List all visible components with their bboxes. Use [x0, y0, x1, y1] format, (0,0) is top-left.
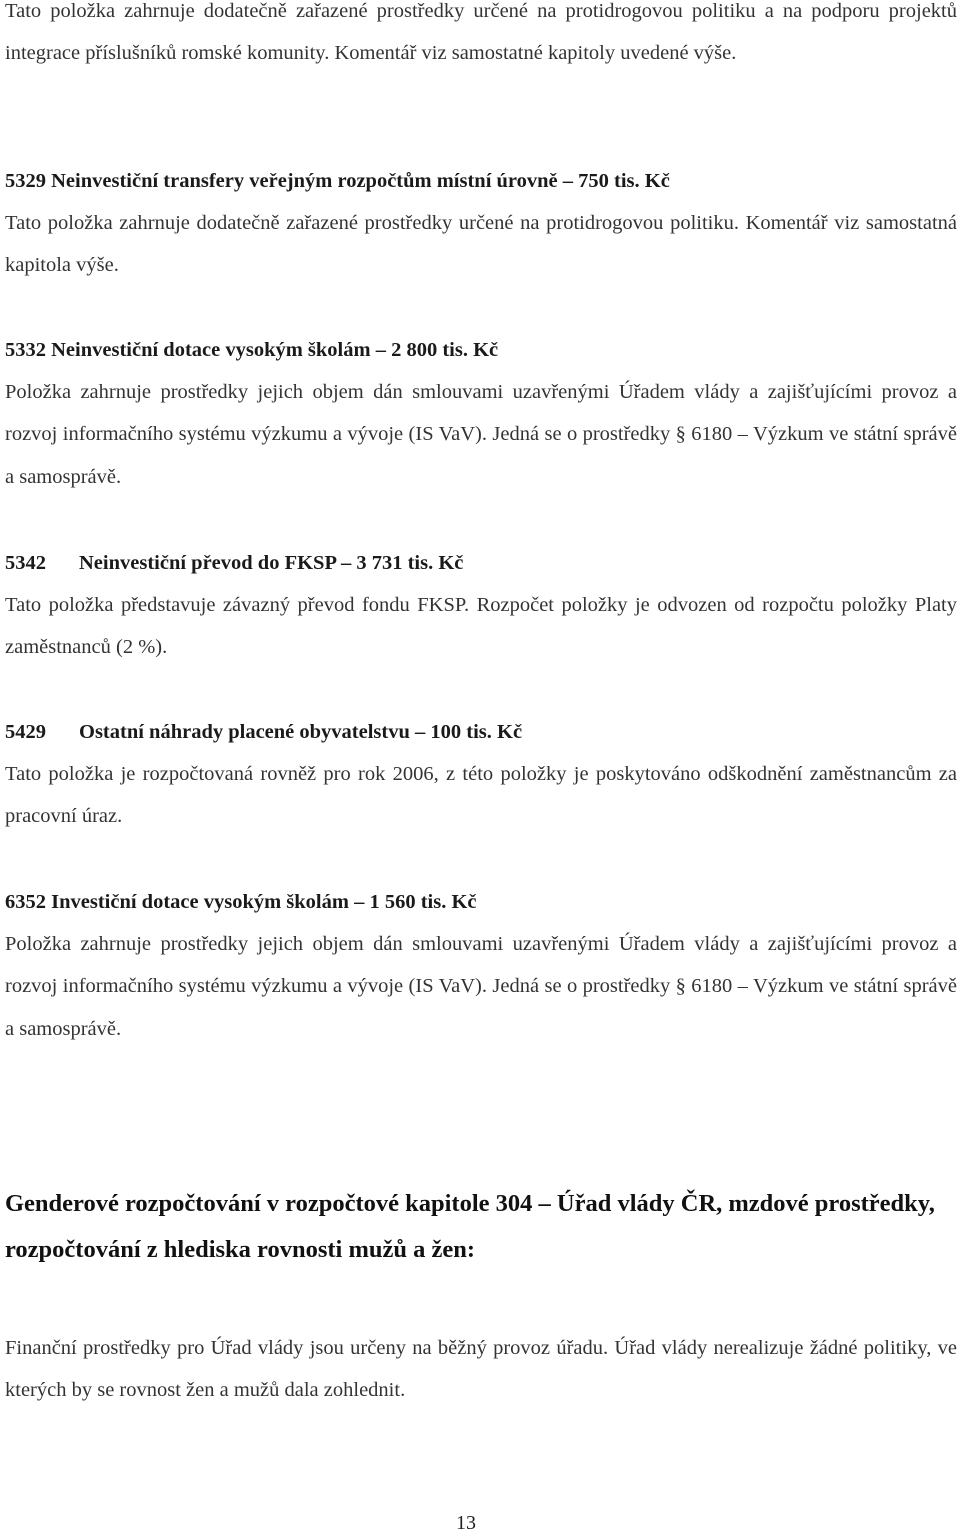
item-title: Neinvestiční dotace vysokým školám – 2 800 tis. Kč: [51, 339, 499, 361]
item-heading-6352: [5, 887, 957, 917]
item-title: Ostatní náhrady placené obyvatelstvu – 100 tis. Kč: [79, 721, 523, 743]
section-title: Genderové rozpočtování v rozpočtové kapitole 304 – Úřad vlády ČR, mzdové prostředky, rozpočtování z hlediska rovnosti mužů a žen:: [5, 1190, 935, 1263]
item-number: 6352: [5, 891, 46, 913]
item-heading-5329: [5, 166, 957, 196]
document-page: [5, 0, 957, 1533]
page-number: 13: [456, 1512, 476, 1534]
item-number: 5332: [5, 339, 46, 361]
item-text-5332: Položka zahrnuje prostředky jejich objem dán smlouvami uzavřenými Úřadem vlády a zajišťujícími provoz a rozvoj informačního systému výzkumu a vývoje (IS VaV). Jedná se o prostředky § 6180 – Výzkum ve státní správě a samosprávě.: [5, 381, 957, 488]
item-title: Neinvestiční transfery veřejným rozpočtům místní úrovně – 750 tis. Kč: [51, 170, 670, 192]
item-text-5342: Tato položka představuje závazný převod fondu FKSP. Rozpočet položky je odvozen od rozpočtu položky Platy zaměstnanců (2 %).: [5, 594, 957, 659]
item-number: 5329: [5, 170, 46, 192]
item-text-5429: Tato položka je rozpočtovaná rovněž pro rok 2006, z této položky je poskytováno odškodnění zaměstnancům za pracovní úraz.: [5, 763, 957, 828]
section-paragraph: Finanční prostředky pro Úřad vlády jsou určeny na běžný provoz úřadu. Úřad vlády nerealizuje žádné politiky, ve kterých by se rovnost žen a mužů dala zohlednit.: [5, 1337, 957, 1402]
item-title: Investiční dotace vysokým školám – 1 560 tis. Kč: [51, 891, 477, 913]
item-number: 5429: [5, 721, 46, 743]
intro-paragraph: Tato položka zahrnuje dodatečně zařazené prostředky určené na protidrogovou politiku a na podporu projektů integrace příslušníků romské komunity. Komentář viz samostatné kapitoly uvedené výše.: [5, 0, 957, 65]
item-text-6352: Položka zahrnuje prostředky jejich objem dán smlouvami uzavřenými Úřadem vlády a zajišťujícími provoz a rozvoj informačního systému výzkumu a vývoje (IS VaV). Jedná se o prostředky § 6180 – Výzkum ve státní správě a samosprávě.: [5, 933, 957, 1040]
item-title: Neinvestiční převod do FKSP – 3 731 tis. Kč: [79, 552, 464, 574]
item-number: 5342: [5, 552, 46, 574]
item-text-5329: Tato položka zahrnuje dodatečně zařazené prostředky určené na protidrogovou politiku. Komentář viz samostatná kapitola výše.: [5, 212, 957, 277]
item-heading-5342: [5, 548, 957, 578]
item-heading-5429: [5, 717, 957, 747]
item-heading-5332: [5, 335, 957, 365]
